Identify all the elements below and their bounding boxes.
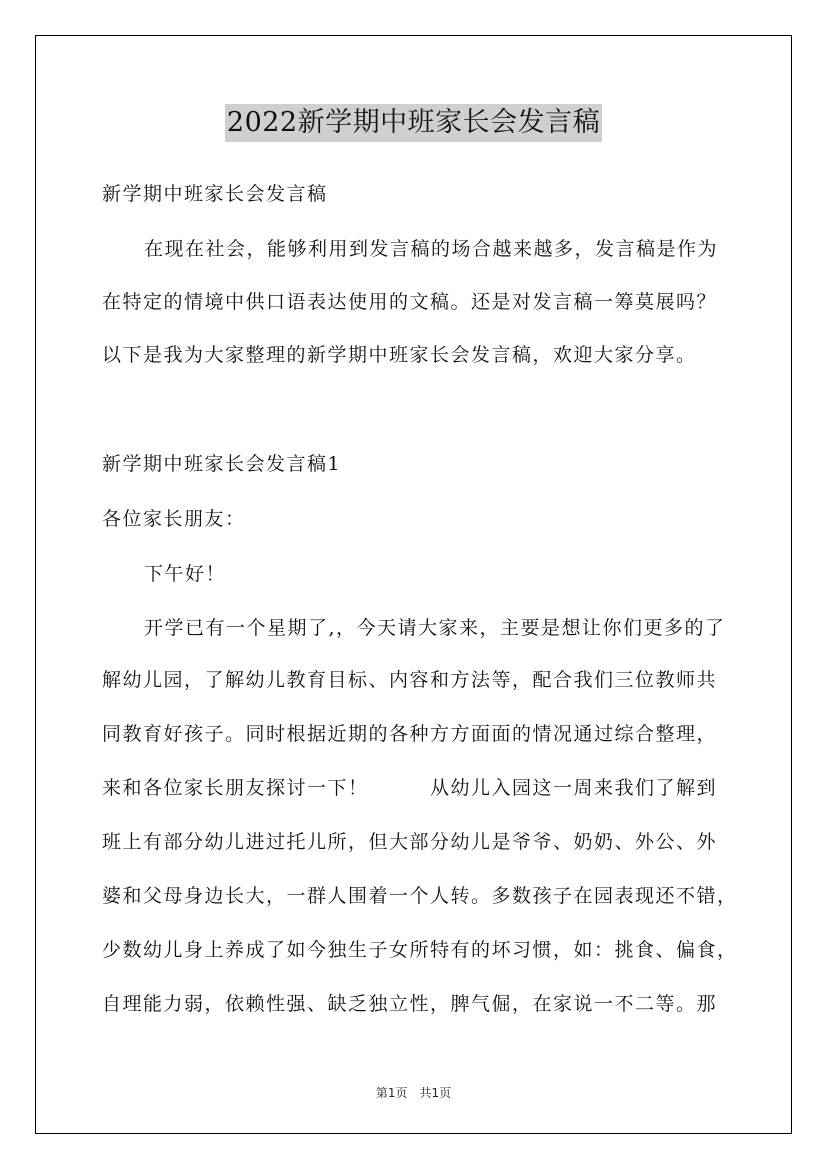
page-footer — [0, 1084, 827, 1101]
paragraph-line: 来和各位家长朋友探讨一下！ 从幼儿入园这一周来我们了解到 — [102, 777, 718, 799]
paragraph-line: 解幼儿园，了解幼儿教育目标、内容和方法等，配合我们三位教师共 — [102, 669, 718, 691]
document-title: 2022新学期中班家长会发言稿 — [225, 104, 602, 142]
page-number: 第1页 — [375, 1086, 408, 1100]
paragraph-line: 开学已有一个星期了,，今天请大家来，主要是想让你们更多的了 — [144, 617, 726, 639]
title-container — [0, 104, 827, 142]
paragraph-line: 少数幼儿身上养成了如今独生子女所特有的坏习惯，如：挑食、偏食， — [102, 939, 738, 961]
subtitle-line: 新学期中班家长会发言稿 — [102, 183, 328, 205]
section-heading: 新学期中班家长会发言稿1 — [102, 453, 342, 475]
paragraph-line: 婆和父母身边长大，一群人围着一个人转。多数孩子在园表现还不错， — [102, 885, 738, 907]
paragraph-line: 以下是我为大家整理的新学期中班家长会发言稿，欢迎大家分享。 — [102, 344, 697, 366]
greeting-line: 下午好！ — [144, 563, 227, 585]
paragraph-line: 班上有部分幼儿进过托儿所，但大部分幼儿是爷爷、奶奶、外公、外 — [102, 831, 718, 853]
paragraph-line: 自理能力弱，依赖性强、缺乏独立性，脾气倔，在家说一不二等。那 — [102, 993, 718, 1015]
paragraph-line: 同教育好孩子。同时根据近期的各种方方面面的情况通过综合整理， — [102, 723, 718, 745]
salutation-line: 各位家长朋友： — [102, 508, 246, 530]
paragraph-line: 在现在社会，能够利用到发言稿的场合越来越多，发言稿是作为 — [144, 238, 719, 260]
paragraph-line: 在特定的情境中供口语表达使用的文稿。还是对发言稿一筹莫展吗？ — [102, 291, 718, 313]
page-total: 共1页 — [419, 1086, 452, 1100]
